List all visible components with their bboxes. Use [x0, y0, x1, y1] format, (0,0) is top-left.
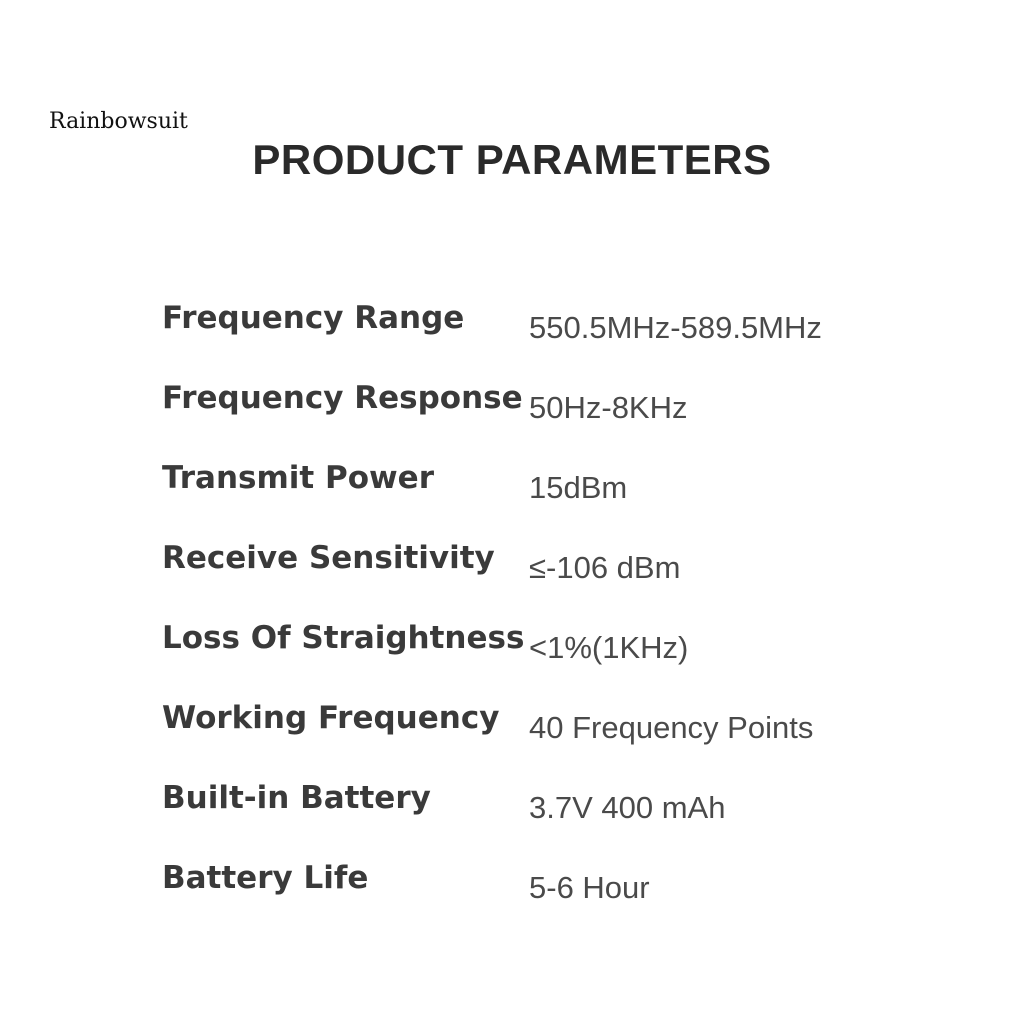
spec-label: Frequency Range — [162, 300, 465, 336]
spec-value: 40 Frequency Points — [529, 710, 814, 745]
spec-label: Transmit Power — [162, 460, 434, 496]
spec-value: 50Hz-8KHz — [529, 390, 688, 425]
spec-row — [162, 776, 882, 856]
spec-row — [162, 696, 882, 776]
spec-table — [162, 296, 882, 936]
spec-label: Loss Of Straightness — [162, 620, 525, 656]
spec-row — [162, 456, 882, 536]
spec-label: Built-in Battery — [162, 780, 431, 816]
spec-value: <1%(1KHz) — [529, 630, 689, 665]
spec-value: 15dBm — [529, 470, 628, 505]
page-title: PRODUCT PARAMETERS — [252, 136, 772, 183]
spec-label: Receive Sensitivity — [162, 540, 495, 576]
spec-value: 3.7V 400 mAh — [529, 790, 726, 825]
brand-watermark: Rainbowsuit — [49, 109, 188, 134]
spec-row — [162, 296, 882, 376]
spec-value: ≤-106 dBm — [529, 550, 681, 585]
spec-row — [162, 536, 882, 616]
spec-row — [162, 376, 882, 456]
spec-value: 5-6 Hour — [529, 870, 650, 905]
spec-value: 550.5MHz-589.5MHz — [529, 310, 822, 345]
spec-label: Battery Life — [162, 860, 369, 896]
spec-row — [162, 856, 882, 936]
spec-row — [162, 616, 882, 696]
spec-label: Frequency Response — [162, 380, 523, 416]
spec-label: Working Frequency — [162, 700, 500, 736]
